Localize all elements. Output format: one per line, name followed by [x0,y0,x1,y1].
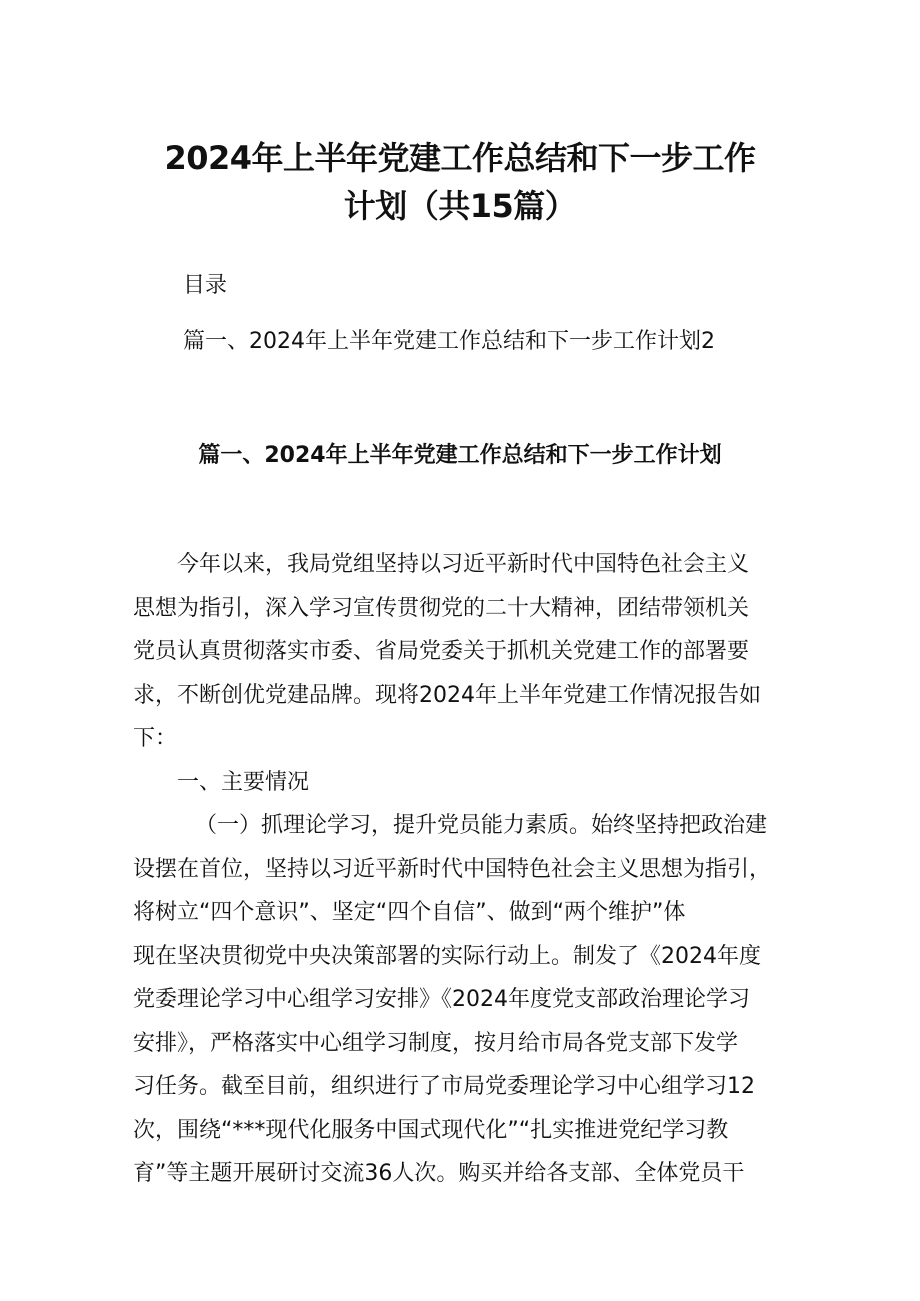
document-title-line-1: 2024年上半年党建工作总结和下一步工作 [164,139,756,177]
paragraph-line: 次，围绕“***现代化服务中国式现代化”“扎实推进党纪学习教 [133,1117,729,1143]
paragraph-line: 将树立“四个意识”、坚定“四个自信”、做到“两个维护”体 [133,900,686,925]
paragraph-line: 现在坚决贯彻党中央决策部署的实际行动上。制发了《2024年度 [133,943,761,969]
paragraph-line: 安排》，严格落实中心组学习制度，按月给市局各党支部下发学 [133,1030,739,1056]
toc-heading: 目录 [183,273,228,298]
paragraph-line: （一）抓理论学习，提升党员能力素质。始终坚持把政治建 [195,813,768,838]
section-title: 篇一、2024年上半年党建工作总结和下一步工作计划 [198,443,722,468]
paragraph-line: 习任务。截至目前，组织进行了市局党委理论学习中心组学习12 [133,1074,755,1099]
paragraph-line: 下： [133,726,178,751]
paragraph-line: 今年以来，我局党组坚持以习近平新时代中国特色社会主义 [177,552,750,577]
document-title-line-2: 计划（共15篇） [343,187,577,225]
paragraph-line: 求，不断创优党建品牌。现将2024年上半年党建工作情况报告如 [133,682,761,708]
paragraph-line: 党委理论学习中心组学习安排》《2024年度党支部政治理论学习 [133,987,750,1012]
body-text [133,543,793,1196]
document-title [130,134,790,230]
paragraph-line: 设摆在首位，坚持以习近平新时代中国特色社会主义思想为指引， [133,856,772,882]
section-heading-line: 一、主要情况 [177,769,310,795]
toc-item[interactable]: 篇一、2024年上半年党建工作总结和下一步工作计划2 [183,329,715,354]
paragraph-line: 育”等主题开展研讨交流36人次。购买并给各支部、全体党员干 [133,1161,745,1186]
paragraph-line: 党员认真贯彻落实市委、省局党委关于抓机关党建工作的部署要 [133,639,750,664]
paragraph-line: 思想为指引，深入学习宣传贯彻党的二十大精神，团结带领机关 [133,595,750,621]
